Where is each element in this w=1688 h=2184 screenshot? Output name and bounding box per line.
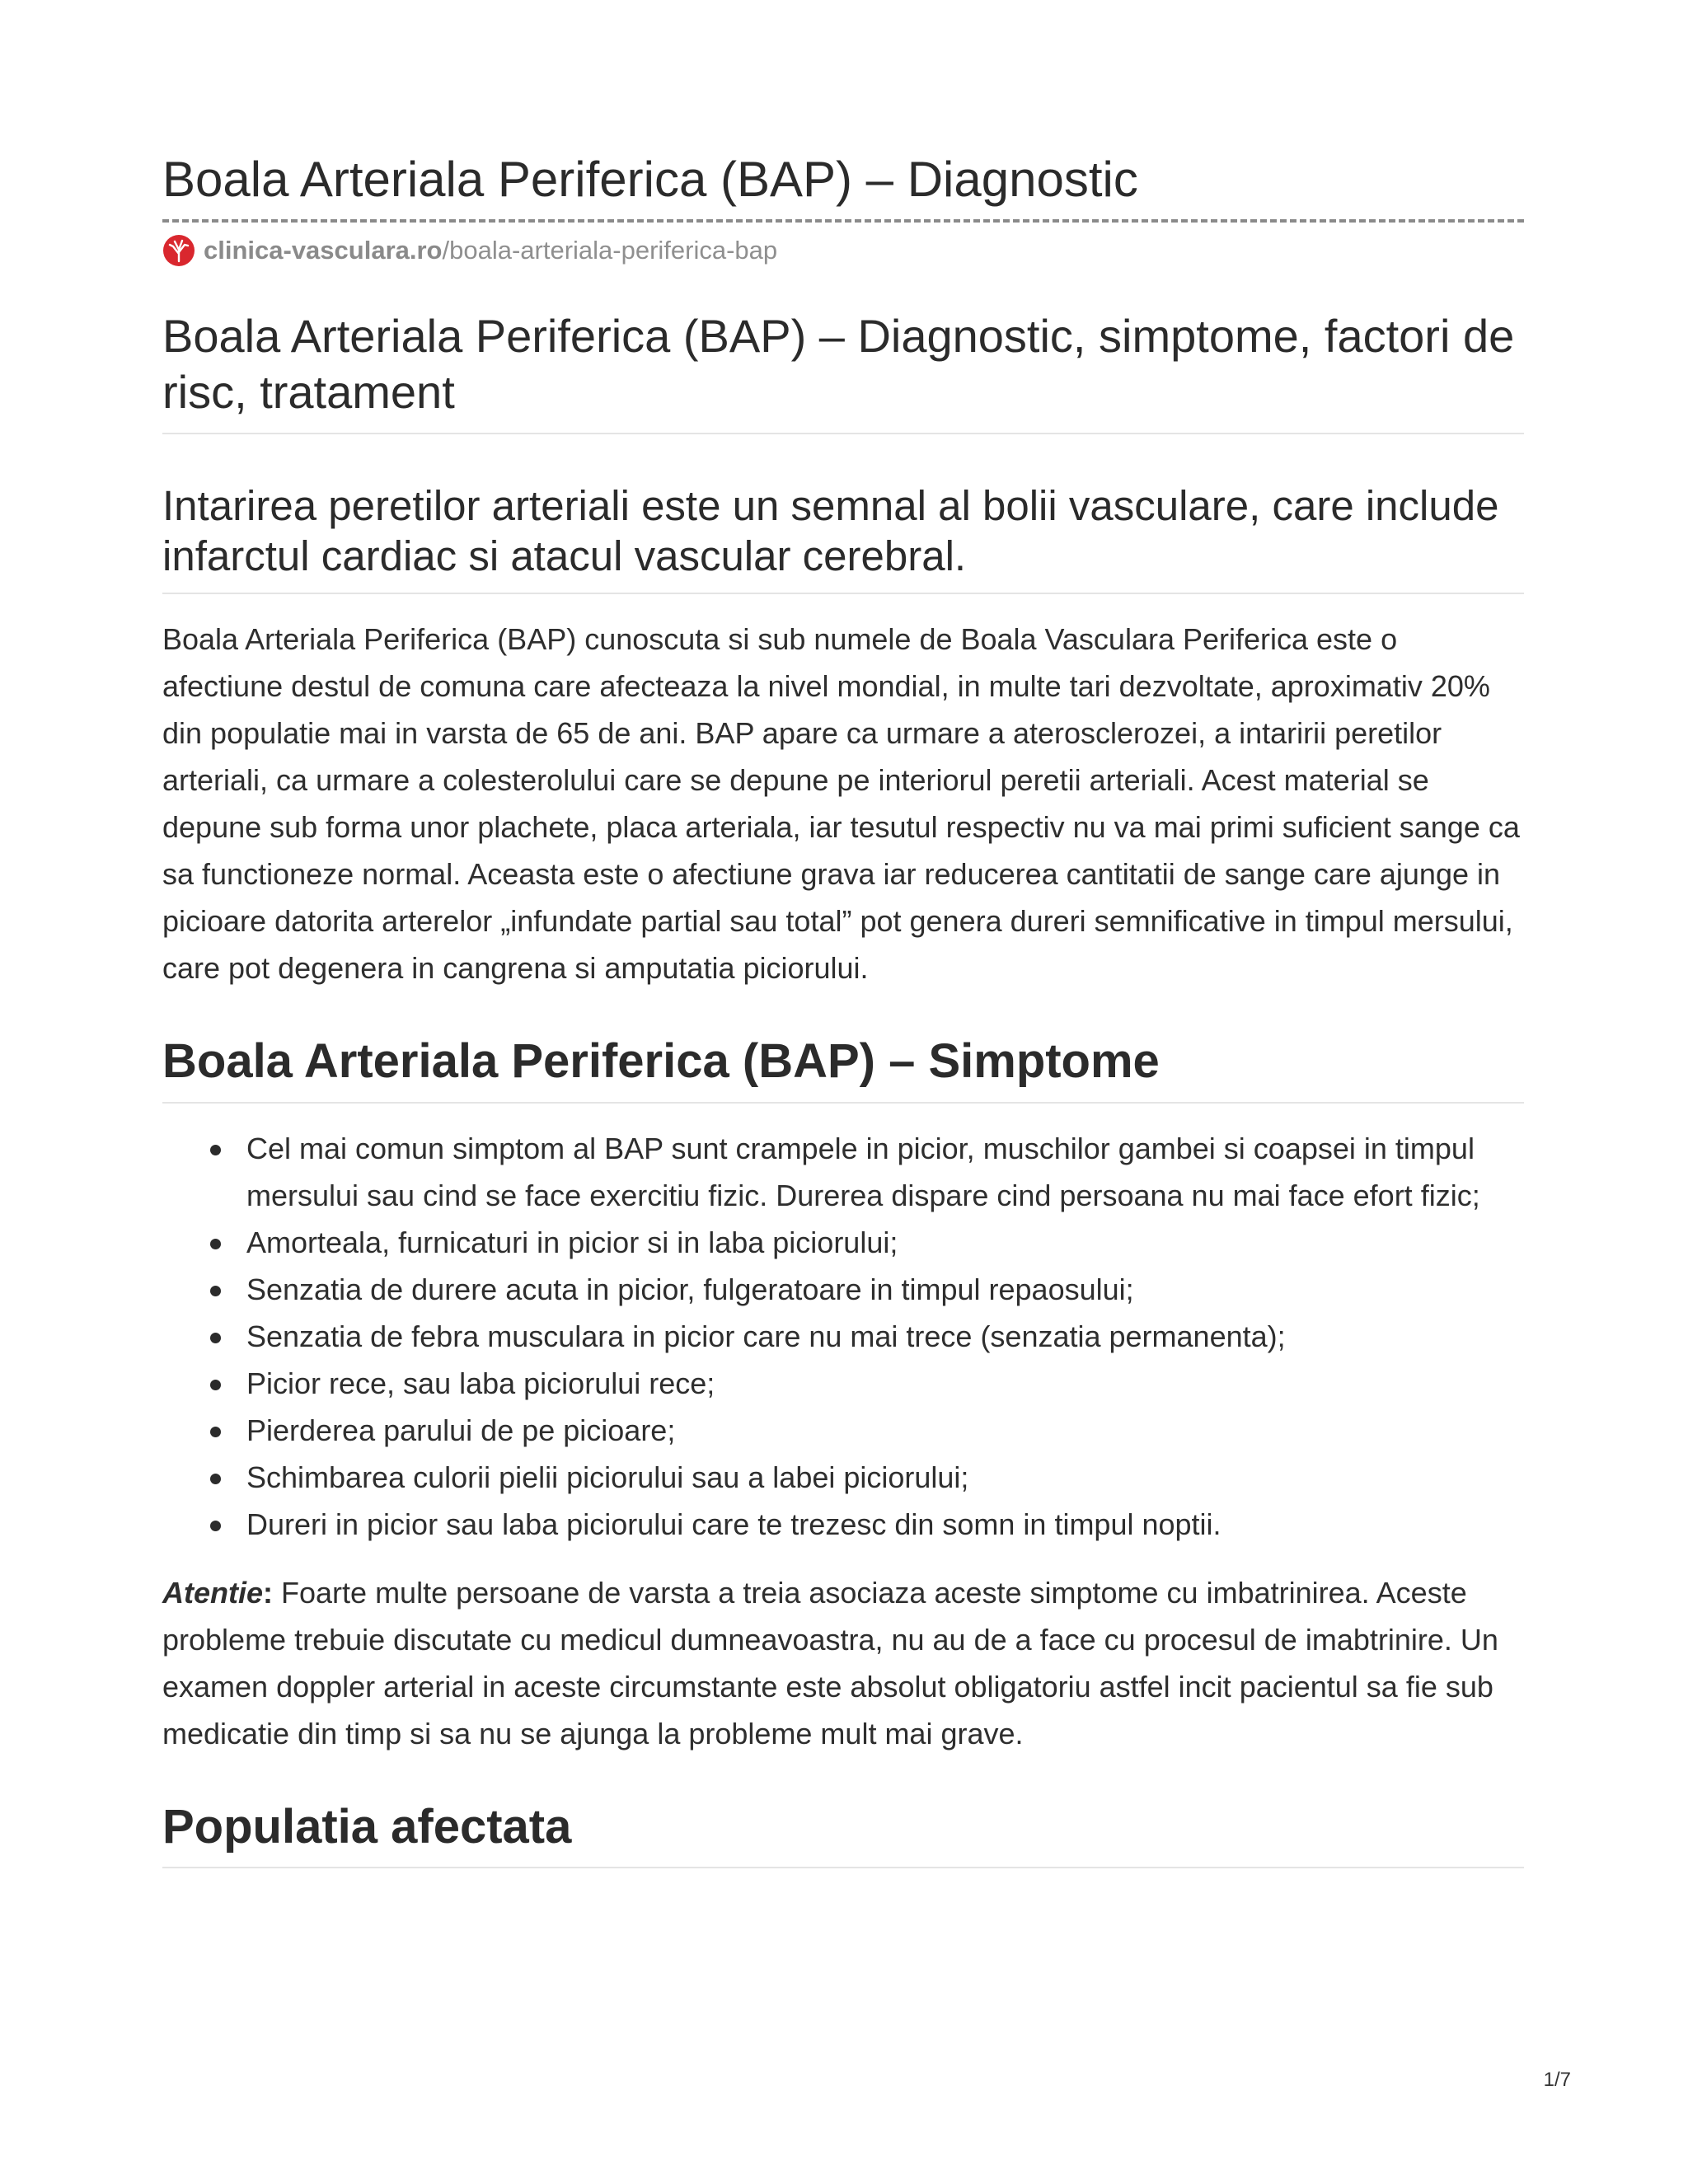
note-label: Atentie bbox=[162, 1575, 264, 1610]
population-heading: Populatia afectata bbox=[162, 1798, 1524, 1869]
intro-paragraph: Boala Arteriala Periferica (BAP) cunoscuta si sub numele de Boala Vasculara Periferica este o afectiune destul de comuna care afecteaza la nivel mondial, in multe tari dezvoltate, aproximativ 20% din populatie mai in varsta de 65 de ani. BAP apare ca urmare a aterosclerozei, a intaririi peretilor arteriali, ca urmare a colesterolului care se depune pe interiorul peretii arteriali. Acest material se depune sub forma unor plachete, placa arteriala, iar tesutul respectiv nu va mai primi suficient sange ca sa functioneze normal. Aceasta este o afectiune grava iar reducerea cantitatii de sange care ajunge in picioare datorita arterelor „infundate partial sau total” pot genera dureri semnificative in timpul mersului, care pot degenera in cangrena si amputatia piciorului. bbox=[162, 622, 1520, 985]
list-item: Picior rece, sau laba piciorului rece; bbox=[246, 1360, 1524, 1407]
lead-heading: Intarirea peretilor arteriali este un semnal al bolii vasculare, care include infarctul cardiac si atacul vascular cerebral. bbox=[162, 480, 1524, 594]
list-item: Cel mai comun simptom al BAP sunt crampele in picior, muschilor gambei si coapsei in timpul mersului sau cind se face exercitiu fizic. Durerea dispare cind persoana nu mai face efort fizic; bbox=[246, 1125, 1524, 1219]
tree-logo-icon bbox=[162, 234, 195, 267]
list-item: Dureri in picior sau laba piciorului care te trezesc din somn in timpul noptii. bbox=[246, 1501, 1524, 1548]
source-domain[interactable]: clinica-vasculara.ro bbox=[204, 236, 443, 265]
page-number: 1/7 bbox=[1543, 2069, 1571, 2091]
list-item: Schimbarea culorii pielii piciorului sau a labei piciorului; bbox=[246, 1454, 1524, 1501]
note-colon: : bbox=[263, 1575, 274, 1610]
note-paragraph bbox=[162, 1569, 1524, 1757]
document-title: Boala Arteriala Periferica (BAP) – Diagnostic bbox=[162, 150, 1524, 223]
list-item: Pierderea parului de pe picioare; bbox=[246, 1407, 1524, 1454]
list-item: Senzatia de febra musculara in picior care nu mai trece (senzatia permanenta); bbox=[246, 1313, 1524, 1360]
article-heading: Boala Arteriala Periferica (BAP) – Diagnostic, simptome, factori de risc, tratament bbox=[162, 308, 1524, 434]
list-item: Amorteala, furnicaturi in picior si in laba piciorului; bbox=[246, 1219, 1524, 1266]
note-text: Foarte multe persoane de varsta a treia asociaza aceste simptome cu imbatrinirea. Aceste probleme trebuie discutate cu medicul dumneavoastra, nu au de a face cu procesul de imabtrinire. Un examen doppler arterial in aceste circumstante este absolut obligatoriu astfel incit pacientul sa fie sub medicatie din timp si sa nu se ajunga la probleme mult mai grave. bbox=[162, 1575, 1498, 1750]
source-line bbox=[162, 232, 1524, 269]
list-item: Senzatia de durere acuta in picior, fulgeratoare in timpul repaosului; bbox=[246, 1266, 1524, 1313]
source-path[interactable]: /boala-arteriala-periferica-bap bbox=[442, 236, 778, 265]
document-page bbox=[162, 150, 1524, 1868]
symptoms-heading: Boala Arteriala Periferica (BAP) – Simptome bbox=[162, 1033, 1524, 1104]
symptoms-list bbox=[162, 1125, 1524, 1548]
